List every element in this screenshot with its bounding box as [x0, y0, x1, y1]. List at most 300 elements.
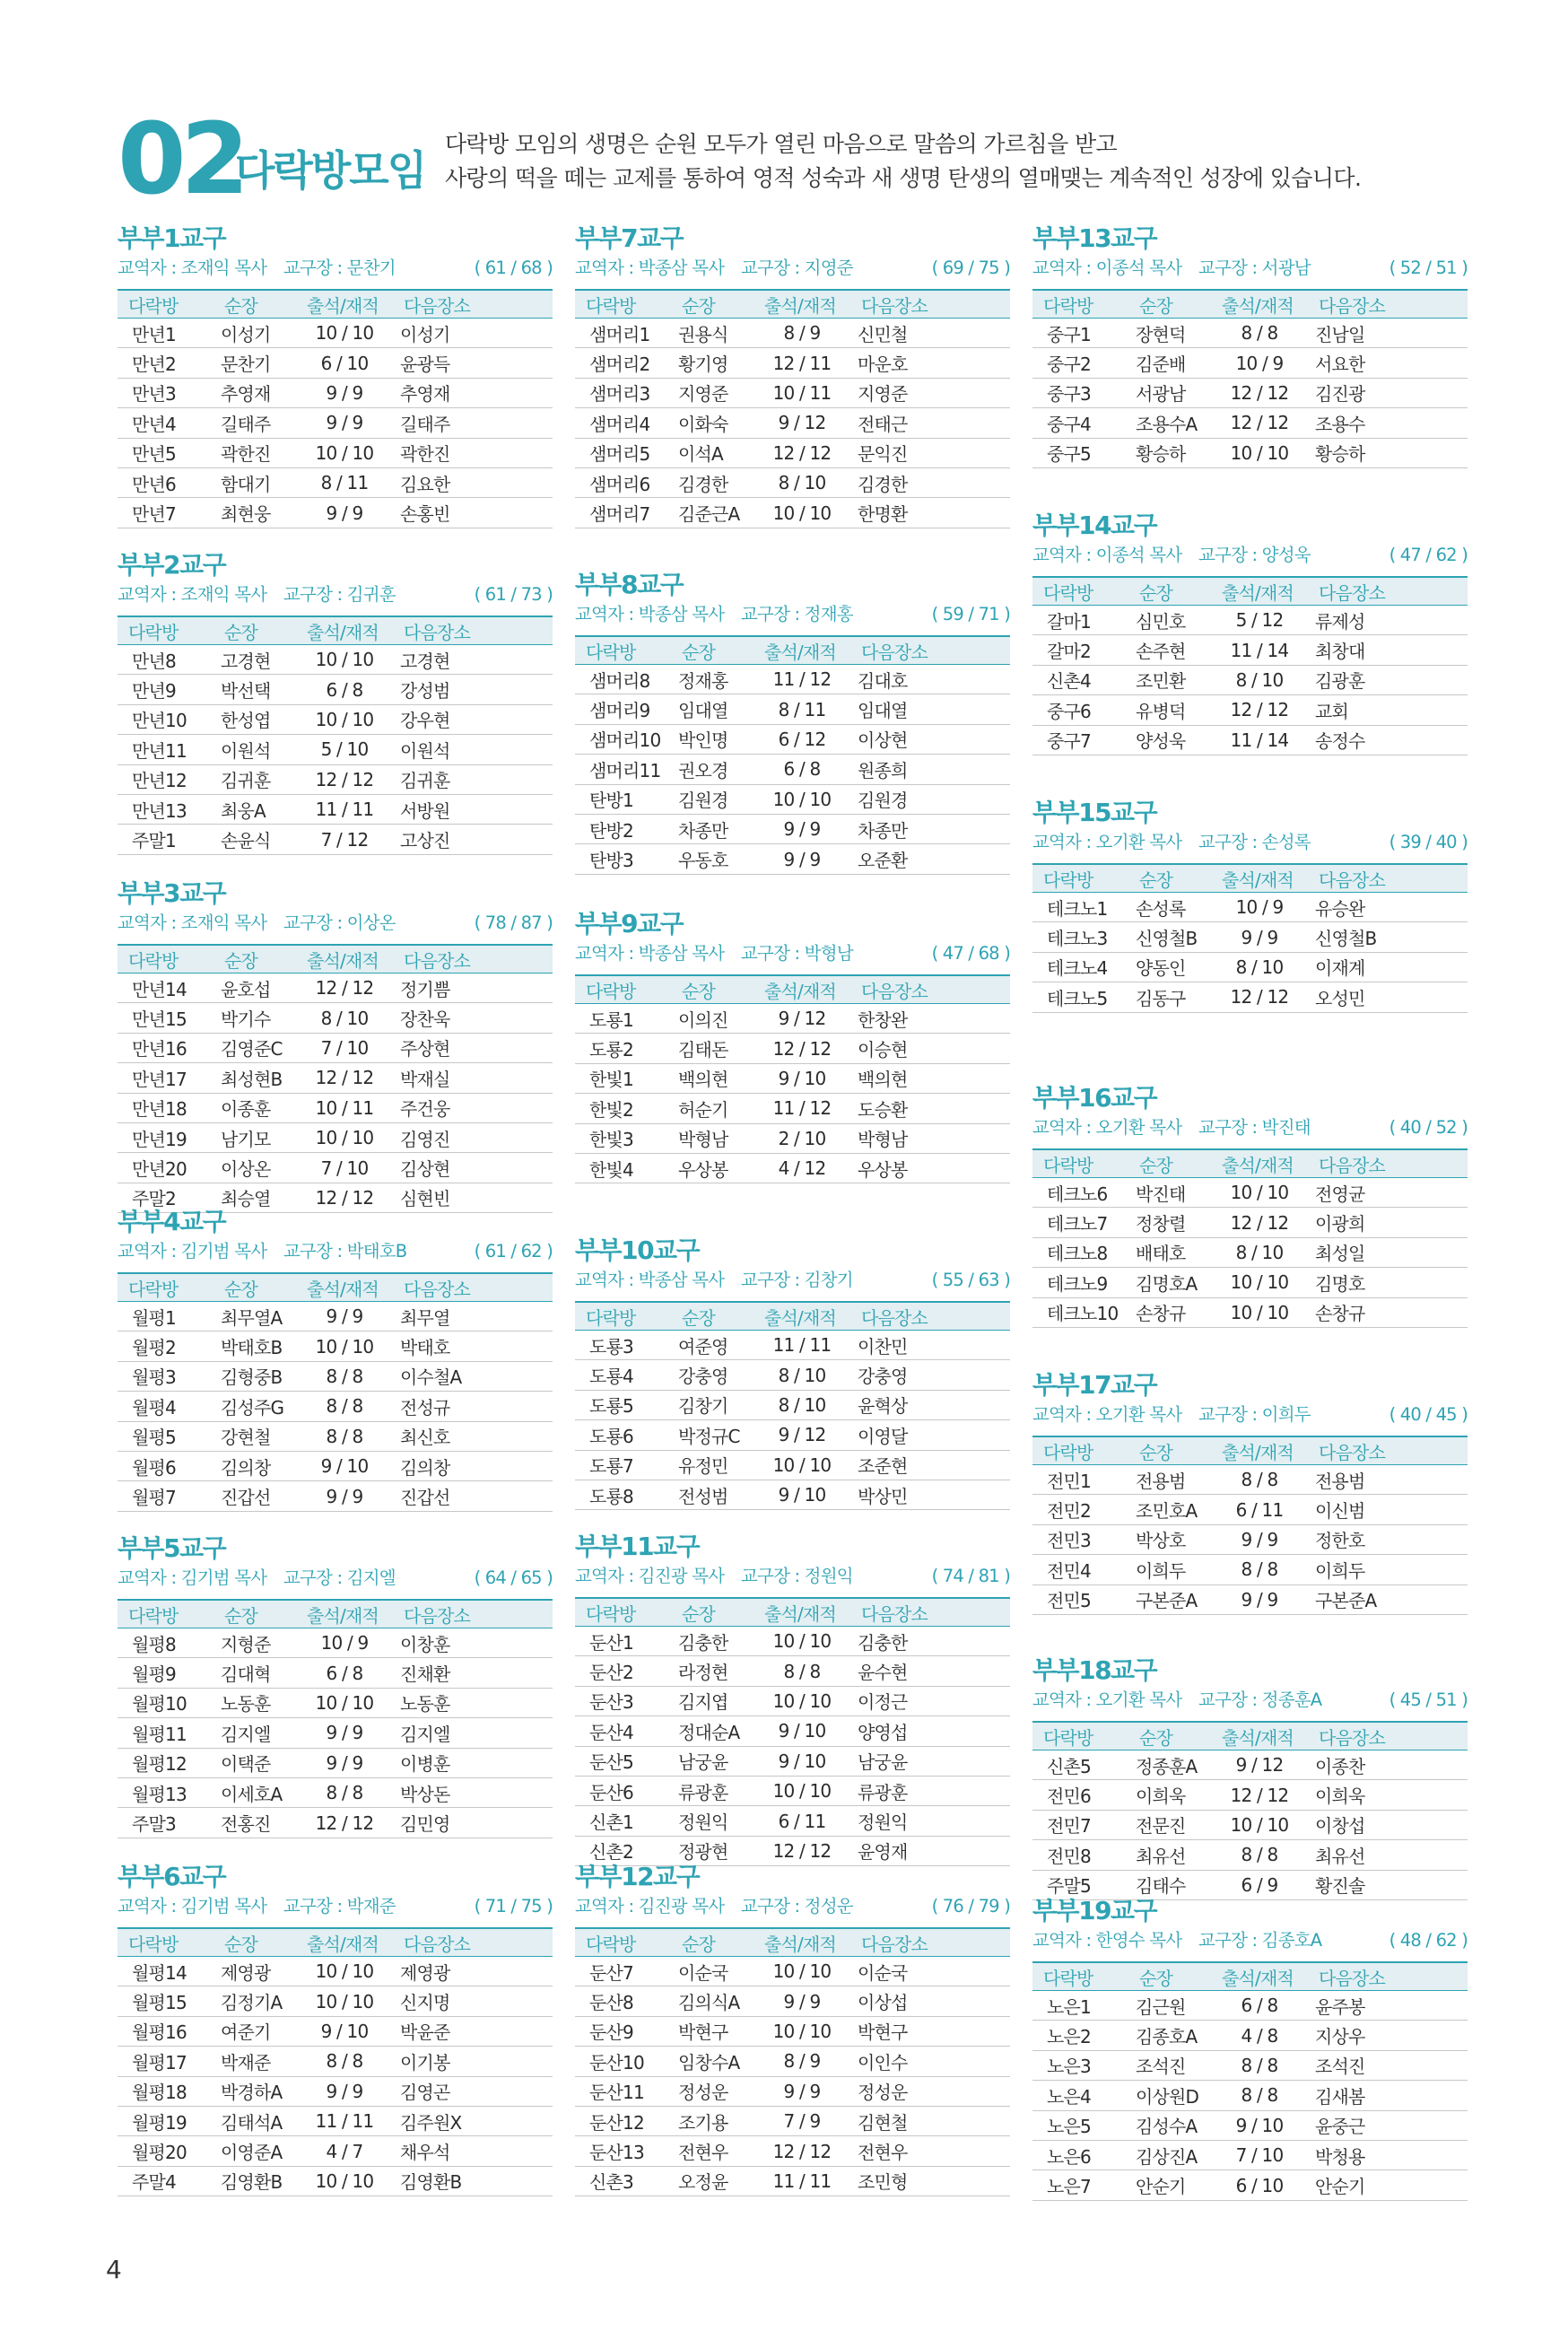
table-row	[118, 1063, 553, 1093]
room-cell: 노은1	[1032, 1991, 1128, 2021]
room-cell: 테크노4	[1032, 952, 1128, 982]
table-row	[118, 1658, 553, 1688]
leader-cell: 최웅A	[213, 794, 296, 824]
table-row	[118, 2016, 553, 2046]
table-row	[575, 1390, 1010, 1419]
attendance-cell: 12 / 12	[296, 1808, 393, 1838]
leader-cell: 김태석A	[213, 2106, 296, 2135]
leader-cell: 김의창	[213, 1451, 296, 1480]
leader-cell: 남기모	[213, 1122, 296, 1152]
attendance-cell: 10 / 10	[296, 1122, 393, 1152]
table-row	[1032, 378, 1468, 407]
attendance-cell: 12 / 12	[754, 1034, 850, 1063]
room-cell: 둔산8	[575, 1986, 671, 2016]
table-row	[1032, 725, 1468, 755]
header-next-place: 다음장소	[393, 290, 553, 319]
room-cell: 신촌5	[1032, 1750, 1128, 1780]
district-pastor: 교역자 : 박종삼 목사	[575, 1270, 725, 1290]
room-cell: 월평15	[118, 1986, 213, 2016]
page-number: 4	[106, 2255, 122, 2284]
table-row	[118, 1302, 553, 1331]
leader-cell: 김준배	[1128, 348, 1211, 378]
table-row	[1032, 922, 1468, 952]
room-cell: 중구3	[1032, 378, 1128, 407]
room-cell: 월평19	[118, 2106, 213, 2135]
attendance-cell: 9 / 9	[754, 814, 850, 843]
district-info	[118, 255, 553, 282]
district-head: 교구장 : 박태호B	[283, 1241, 407, 1262]
header-next-place: 다음장소	[1308, 1722, 1468, 1750]
district-count: ( 48 / 62 )	[1389, 1930, 1468, 1951]
leader-cell: 김상진A	[1128, 2140, 1211, 2169]
attendance-cell: 8 / 11	[296, 467, 393, 497]
district-head: 교구장 : 정원익	[741, 1566, 853, 1586]
table-row	[118, 438, 553, 467]
header-leader: 순장	[1128, 290, 1211, 319]
table-row	[575, 1627, 1010, 1656]
attendance-cell: 8 / 11	[754, 694, 850, 724]
next-place-cell: 문익진	[850, 438, 1010, 467]
table-row	[118, 1153, 553, 1183]
header-room: 다락방	[575, 975, 671, 1004]
next-place-cell: 원종희	[850, 755, 1010, 784]
header-next-place: 다음장소	[393, 616, 553, 645]
leader-cell: 류광훈	[671, 1776, 754, 1805]
attendance-cell: 6 / 10	[296, 348, 393, 378]
next-place-cell: 지영준	[850, 378, 1010, 407]
room-cell: 만년17	[118, 1063, 213, 1093]
attendance-cell: 8 / 10	[1211, 665, 1308, 694]
leader-cell: 조석진	[1128, 2050, 1211, 2080]
leader-cell: 김대혁	[213, 1658, 296, 1688]
table-row	[118, 1033, 553, 1062]
district-title: 부부13교구	[1032, 223, 1157, 253]
next-place-cell: 신영철B	[1308, 922, 1468, 952]
next-place-cell: 전용범	[1308, 1465, 1468, 1495]
attendance-cell: 10 / 10	[754, 784, 850, 814]
district-pastor: 교역자 : 김기범 목사	[118, 1567, 267, 1588]
room-cell: 샘머리4	[575, 408, 671, 438]
table-row	[575, 2136, 1010, 2166]
room-cell: 월평18	[118, 2076, 213, 2106]
table-row	[575, 2016, 1010, 2046]
leader-cell: 유병덕	[1128, 695, 1211, 725]
room-cell: 테크노8	[1032, 1237, 1128, 1267]
district-table	[118, 1272, 553, 1512]
header-attendance: 출석/재적	[296, 1600, 393, 1628]
room-cell: 한빛3	[575, 1123, 671, 1153]
leader-cell: 박정규C	[671, 1420, 754, 1450]
next-place-cell: 이순국	[850, 1957, 1010, 1986]
attendance-cell: 10 / 10	[296, 438, 393, 467]
table-row	[575, 784, 1010, 814]
room-cell: 만년14	[118, 973, 213, 1003]
district-count: ( 61 / 68 )	[474, 258, 553, 278]
leader-cell: 우동호	[671, 844, 754, 874]
header-next-place: 다음장소	[393, 1600, 553, 1628]
leader-cell: 구본준A	[1128, 1585, 1211, 1614]
district-count: ( 61 / 62 )	[474, 1241, 553, 1262]
next-place-cell: 마운호	[850, 348, 1010, 378]
next-place-cell: 윤광득	[393, 348, 553, 378]
leader-cell: 이희욱	[1128, 1780, 1211, 1810]
attendance-cell: 9 / 10	[754, 1063, 850, 1093]
attendance-cell: 11 / 14	[1211, 635, 1308, 665]
district-head: 교구장 : 김창기	[741, 1270, 853, 1290]
district-block	[118, 223, 553, 545]
attendance-cell: 11 / 11	[754, 2166, 850, 2196]
district-block	[118, 877, 553, 1210]
table-row	[1032, 1297, 1468, 1327]
leader-cell: 최유선	[1128, 1840, 1211, 1870]
attendance-cell: 10 / 10	[754, 1957, 850, 1986]
attendance-cell: 8 / 8	[1211, 1465, 1308, 1495]
leader-cell: 김창기	[671, 1390, 754, 1419]
district-count: ( 59 / 71 )	[931, 604, 1010, 624]
attendance-cell: 8 / 10	[754, 1390, 850, 1419]
attendance-cell: 9 / 10	[296, 2016, 393, 2046]
table-row	[118, 408, 553, 438]
leader-cell: 황승하	[1128, 438, 1211, 467]
district-info	[1032, 829, 1468, 856]
table-row	[1032, 1780, 1468, 1810]
district-table	[575, 1597, 1010, 1866]
attendance-cell: 9 / 9	[296, 498, 393, 528]
room-cell: 만년5	[118, 438, 213, 467]
next-place-cell: 황승하	[1308, 438, 1468, 467]
next-place-cell: 이영달	[850, 1420, 1010, 1450]
room-cell: 월평4	[118, 1392, 213, 1421]
leader-cell: 전용범	[1128, 1465, 1211, 1495]
room-cell: 전민3	[1032, 1524, 1128, 1554]
district-table	[118, 289, 553, 528]
attendance-cell: 9 / 9	[296, 2076, 393, 2106]
room-cell: 중구2	[1032, 348, 1128, 378]
room-cell: 월평1	[118, 1302, 213, 1331]
next-place-cell: 김대호	[850, 665, 1010, 694]
table-row	[575, 319, 1010, 348]
district-pastor: 교역자 : 오기환 목사	[1032, 832, 1182, 852]
room-cell: 둔산13	[575, 2136, 671, 2166]
table-row	[118, 704, 553, 734]
header-attendance: 출석/재적	[754, 290, 850, 319]
leader-cell: 박형남	[671, 1123, 754, 1153]
next-place-cell: 이기봉	[393, 2047, 553, 2076]
leader-cell: 손성록	[1128, 893, 1211, 922]
table-row	[1032, 1991, 1468, 2021]
next-place-cell: 지상우	[1308, 2021, 1468, 2050]
next-place-cell: 윤중근	[1308, 2110, 1468, 2140]
attendance-cell: 10 / 10	[296, 319, 393, 348]
attendance-cell: 12 / 12	[754, 2136, 850, 2166]
next-place-cell: 강충영	[850, 1360, 1010, 1390]
district-table	[575, 289, 1010, 528]
district-block	[118, 1206, 553, 1528]
attendance-cell: 12 / 12	[1211, 1780, 1308, 1810]
district-count: ( 76 / 79 )	[931, 1896, 1010, 1916]
district-pastor: 교역자 : 오기환 목사	[1032, 1117, 1182, 1138]
table-row	[118, 645, 553, 675]
leader-cell: 김지엽	[671, 1686, 754, 1716]
next-place-cell: 최성일	[1308, 1237, 1468, 1267]
attendance-cell: 9 / 9	[754, 1986, 850, 2016]
next-place-cell: 전영균	[1308, 1178, 1468, 1208]
attendance-cell: 8 / 8	[296, 1777, 393, 1807]
table-row	[575, 1420, 1010, 1450]
attendance-cell: 8 / 8	[296, 1361, 393, 1391]
header-attendance: 출석/재적	[296, 1273, 393, 1302]
district-title: 부부9교구	[575, 909, 684, 939]
header-room: 다락방	[118, 1273, 213, 1302]
room-cell: 만년6	[118, 467, 213, 497]
attendance-cell: 9 / 10	[1211, 2110, 1308, 2140]
header-attendance: 출석/재적	[296, 1928, 393, 1957]
attendance-cell: 10 / 10	[296, 645, 393, 675]
room-cell: 만년16	[118, 1033, 213, 1062]
header-room: 다락방	[118, 290, 213, 319]
attendance-cell: 10 / 10	[754, 1776, 850, 1805]
district-block	[118, 1861, 553, 2194]
table-row	[575, 348, 1010, 378]
room-cell: 도룡3	[575, 1331, 671, 1360]
table-header-row	[118, 1600, 553, 1628]
attendance-cell: 12 / 11	[754, 348, 850, 378]
attendance-cell: 7 / 12	[296, 825, 393, 854]
leader-cell: 제영광	[213, 1957, 296, 1986]
header-attendance: 출석/재적	[296, 290, 393, 319]
district-info	[1032, 542, 1468, 569]
room-cell: 둔산9	[575, 2016, 671, 2046]
header-room: 다락방	[575, 1928, 671, 1957]
next-place-cell: 안순기	[1308, 2170, 1468, 2200]
district-head: 교구장 : 문찬기	[283, 258, 396, 278]
next-place-cell: 박태호	[393, 1331, 553, 1361]
leader-cell: 권오경	[671, 755, 754, 784]
header-attendance: 출석/재적	[1211, 864, 1308, 893]
header-room: 다락방	[575, 636, 671, 665]
table-row	[1032, 2081, 1468, 2110]
next-place-cell: 이상섭	[850, 1986, 1010, 2016]
section-description	[445, 127, 1361, 196]
section-header	[118, 101, 1463, 216]
table-header-row	[1032, 1149, 1468, 1178]
district-table	[118, 1927, 553, 2196]
leader-cell: 함대기	[213, 467, 296, 497]
next-place-cell: 이성기	[393, 319, 553, 348]
table-row	[575, 1716, 1010, 1746]
next-place-cell: 손창규	[1308, 1297, 1468, 1327]
room-cell: 테크노7	[1032, 1208, 1128, 1237]
table-row	[118, 1986, 553, 2016]
leader-cell: 안순기	[1128, 2170, 1211, 2200]
attendance-cell: 6 / 8	[296, 1658, 393, 1688]
leader-cell: 정광현	[671, 1836, 754, 1865]
district-pastor: 교역자 : 조재익 목사	[118, 584, 267, 605]
district-count: ( 47 / 62 )	[1389, 545, 1468, 565]
room-cell: 샘머리5	[575, 438, 671, 467]
table-row	[118, 764, 553, 794]
district-count: ( 39 / 40 )	[1389, 832, 1468, 852]
next-place-cell: 윤수현	[850, 1656, 1010, 1686]
room-cell: 월평2	[118, 1331, 213, 1361]
next-place-cell: 이광희	[1308, 1208, 1468, 1237]
next-place-cell: 이희두	[1308, 1555, 1468, 1585]
attendance-cell: 6 / 11	[1211, 1495, 1308, 1524]
next-place-cell: 차종만	[850, 814, 1010, 843]
next-place-cell: 류광훈	[850, 1776, 1010, 1805]
district-title: 부부4교구	[118, 1207, 226, 1236]
room-cell: 전민1	[1032, 1465, 1128, 1495]
attendance-cell: 9 / 9	[296, 1718, 393, 1748]
district-block	[1032, 1082, 1468, 1404]
next-place-cell: 김요한	[393, 467, 553, 497]
leader-cell: 심민호	[1128, 606, 1211, 635]
district-info	[118, 581, 553, 608]
leader-cell: 박진태	[1128, 1178, 1211, 1208]
room-cell: 둔산12	[575, 2106, 671, 2135]
header-room: 다락방	[1032, 1722, 1128, 1750]
room-cell: 둔산6	[575, 1776, 671, 1805]
next-place-cell: 김주원X	[393, 2106, 553, 2135]
leader-cell: 최승열	[213, 1183, 296, 1212]
header-next-place: 다음장소	[850, 1302, 1010, 1331]
attendance-cell: 9 / 9	[296, 408, 393, 438]
attendance-cell: 9 / 9	[296, 1302, 393, 1331]
header-room: 다락방	[1032, 1962, 1128, 1991]
next-place-cell: 이병훈	[393, 1748, 553, 1777]
district-block	[575, 1531, 1010, 1864]
district-info	[118, 1238, 553, 1265]
attendance-cell: 11 / 12	[754, 665, 850, 694]
table-row	[118, 378, 553, 407]
leader-cell: 백의현	[671, 1063, 754, 1093]
district-info	[1032, 1927, 1468, 1954]
attendance-cell: 11 / 11	[296, 2106, 393, 2135]
next-place-cell: 손홍빈	[393, 498, 553, 528]
room-cell: 전민4	[1032, 1555, 1128, 1585]
table-row	[575, 1776, 1010, 1805]
leader-cell: 지형준	[213, 1628, 296, 1658]
leader-cell: 진갑선	[213, 1481, 296, 1511]
next-place-cell: 김상현	[393, 1153, 553, 1183]
room-cell: 노은2	[1032, 2021, 1128, 2050]
room-cell: 탄방3	[575, 844, 671, 874]
district-title: 부부15교구	[1032, 798, 1157, 827]
next-place-cell: 추영재	[393, 378, 553, 407]
table-row	[1032, 2140, 1468, 2169]
district-title: 부부6교구	[118, 1862, 226, 1891]
header-leader: 순장	[1128, 1436, 1211, 1465]
next-place-cell: 강성범	[393, 675, 553, 704]
attendance-cell: 5 / 10	[296, 735, 393, 764]
next-place-cell: 조민형	[850, 2166, 1010, 2196]
leader-cell: 차종만	[671, 814, 754, 843]
room-cell: 탄방2	[575, 814, 671, 843]
next-place-cell: 류제성	[1308, 606, 1468, 635]
next-place-cell: 김경한	[850, 467, 1010, 497]
table-row	[118, 1957, 553, 1986]
district-table	[575, 635, 1010, 875]
header-attendance: 출석/재적	[1211, 1149, 1308, 1178]
district-info	[575, 940, 1010, 967]
header-leader: 순장	[671, 1928, 754, 1957]
next-place-cell: 박현구	[850, 2016, 1010, 2046]
header-next-place: 다음장소	[850, 1928, 1010, 1957]
table-row	[118, 1718, 553, 1748]
room-cell: 중구6	[1032, 695, 1128, 725]
room-cell: 주말5	[1032, 1870, 1128, 1899]
leader-cell: 노동훈	[213, 1688, 296, 1717]
header-next-place: 다음장소	[1308, 577, 1468, 606]
district-count: ( 52 / 51 )	[1389, 258, 1468, 278]
room-cell: 둔산1	[575, 1627, 671, 1656]
room-cell: 도룡6	[575, 1420, 671, 1450]
table-row	[1032, 1495, 1468, 1524]
district-info	[1032, 255, 1468, 282]
table-row	[575, 408, 1010, 438]
district-title: 부부2교구	[118, 550, 226, 580]
room-cell: 주말4	[118, 2166, 213, 2196]
room-cell: 갈마1	[1032, 606, 1128, 635]
table-row	[1032, 952, 1468, 982]
table-row	[118, 1777, 553, 1807]
leader-cell: 최성현B	[213, 1063, 296, 1093]
leader-cell: 한성엽	[213, 704, 296, 734]
table-row	[118, 467, 553, 497]
leader-cell: 이의진	[671, 1004, 754, 1034]
next-place-cell: 전성규	[393, 1392, 553, 1421]
attendance-cell: 8 / 10	[1211, 952, 1308, 982]
attendance-cell: 8 / 8	[1211, 2050, 1308, 2080]
leader-cell: 여준기	[213, 2016, 296, 2046]
room-cell: 둔산2	[575, 1656, 671, 1686]
table-header-row	[575, 1302, 1010, 1331]
room-cell: 주말3	[118, 1808, 213, 1838]
table-row	[118, 1361, 553, 1391]
next-place-cell: 김명호	[1308, 1268, 1468, 1297]
leader-cell: 라정현	[671, 1656, 754, 1686]
room-cell: 만년13	[118, 794, 213, 824]
room-cell: 샘머리2	[575, 348, 671, 378]
next-place-cell: 이재계	[1308, 952, 1468, 982]
table-row	[575, 814, 1010, 843]
attendance-cell: 9 / 9	[296, 378, 393, 407]
table-row	[575, 1153, 1010, 1183]
room-cell: 둔산3	[575, 1686, 671, 1716]
next-place-cell: 전태근	[850, 408, 1010, 438]
next-place-cell: 김영곤	[393, 2076, 553, 2106]
room-cell: 중구7	[1032, 725, 1128, 755]
table-row	[1032, 1237, 1468, 1267]
table-row	[575, 694, 1010, 724]
district-head: 교구장 : 박형남	[741, 943, 853, 964]
room-cell: 만년12	[118, 764, 213, 794]
district-table	[575, 1927, 1010, 2196]
next-place-cell: 조준현	[850, 1450, 1010, 1480]
next-place-cell: 정성운	[850, 2076, 1010, 2106]
district-title: 부부12교구	[575, 1862, 700, 1891]
attendance-cell: 12 / 12	[1211, 982, 1308, 1012]
table-row	[1032, 606, 1468, 635]
description-line-1: 다락방 모임의 생명은 순원 모두가 열린 마음으로 말씀의 가르침을 받고	[445, 131, 1118, 157]
attendance-cell: 9 / 9	[296, 1481, 393, 1511]
table-row	[575, 1806, 1010, 1836]
leader-cell: 권용식	[671, 319, 754, 348]
header-room: 다락방	[1032, 290, 1128, 319]
attendance-cell: 8 / 8	[1211, 319, 1308, 348]
header-leader: 순장	[213, 1600, 296, 1628]
next-place-cell: 박상민	[850, 1480, 1010, 1509]
